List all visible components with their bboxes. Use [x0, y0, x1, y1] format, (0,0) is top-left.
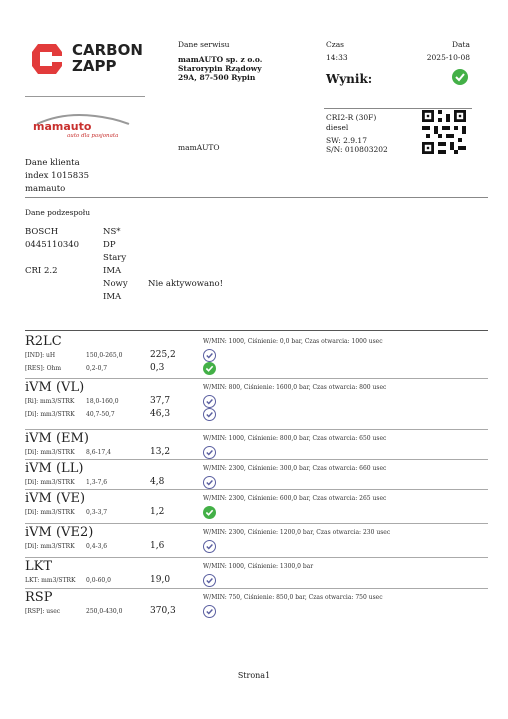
row-value: 1,6: [150, 541, 165, 551]
component-ima1: IMA: [103, 266, 122, 276]
not-activated-text: Nie aktywowano!: [148, 279, 224, 289]
outline-check-icon: [203, 395, 216, 408]
row-value: 225,2: [150, 350, 176, 360]
mamauto-slogan: auto dla pasjonata: [67, 133, 119, 139]
row-label: [Di]: mm3/STRK: [25, 411, 75, 418]
device-fuel: diesel: [326, 123, 349, 132]
row-value: 37,7: [150, 396, 171, 406]
carbonzapp-logo-icon: [30, 42, 64, 76]
row-range: 250,0-430,0: [86, 608, 123, 615]
client-index: index 1015835: [25, 171, 90, 181]
green-check-icon: [203, 506, 216, 519]
row-value: 4,8: [150, 477, 165, 487]
row-label: [Di]: mm3/STRK: [25, 479, 75, 486]
outline-check-icon: [203, 349, 216, 362]
row-label: [IND]: uH: [25, 352, 56, 359]
outline-check-icon: [203, 446, 216, 459]
row-label: [RSP]: usec: [25, 608, 61, 615]
row-label: [Di]: mm3/STRK: [25, 509, 75, 516]
check-circle-icon: [452, 69, 468, 85]
client-label: Dane klienta: [25, 158, 80, 168]
client-divider: [25, 197, 488, 198]
row-value: 370,3: [150, 606, 176, 616]
row-label: [RES]: Ohm: [25, 365, 62, 372]
row-range: 1,3-7,6: [86, 479, 108, 486]
page-footer: Strona1: [237, 671, 271, 680]
test-params: W/MIN: 2300, Ciśnienie: 600,0 bar, Czas otwarcia: 265 usec: [203, 495, 387, 502]
test-title: iVM (VE): [25, 491, 86, 506]
row-range: 0,2-0,7: [86, 365, 108, 372]
outline-check-icon: [203, 574, 216, 587]
test-params: W/MIN: 800, Ciśnienie: 1600,0 bar, Czas otwarcia: 800 usec: [203, 384, 387, 391]
logo-divider: [25, 96, 145, 97]
time-value: 14:33: [326, 53, 348, 62]
row-value: 46,3: [150, 409, 171, 419]
device-sn: S/N: 010803202: [326, 145, 388, 154]
test-divider: [25, 489, 488, 490]
mamauto-logo-text: mamauto: [33, 120, 92, 133]
row-range: 0,3-3,7: [86, 509, 108, 516]
row-value: 0,3: [150, 363, 165, 373]
service-address1: Starorypin Rządowy: [178, 64, 262, 73]
result-divider: [324, 108, 472, 109]
component-dp: DP: [103, 240, 116, 250]
test-divider: [25, 459, 488, 460]
test-title: iVM (VE2): [25, 525, 94, 540]
row-range: 150,0-265,0: [86, 352, 123, 359]
row-label: [Di]: mm3/STRK: [25, 543, 75, 550]
component-part: 0445110340: [25, 240, 80, 250]
test-title: RSP: [25, 590, 53, 605]
row-range: 0,4-3,6: [86, 543, 108, 550]
test-divider: [25, 429, 488, 430]
test-params: W/MIN: 1000, Ciśnienie: 800,0 bar, Czas otwarcia: 650 usec: [203, 435, 387, 442]
test-divider: [25, 378, 488, 379]
component-label: Dane podzespołu: [25, 208, 91, 217]
outline-check-icon: [203, 540, 216, 553]
row-range: 0,0-60,0: [86, 577, 111, 584]
client-name: mamauto: [25, 184, 66, 194]
test-divider: [25, 588, 488, 589]
component-brand: BOSCH: [25, 227, 59, 237]
test-params: W/MIN: 1000, Ciśnienie: 0,0 bar, Czas otwarcia: 1000 usec: [203, 338, 383, 345]
logo-line2: ZAPP: [72, 57, 117, 75]
service-name: mamAUTO sp. z o.o.: [178, 55, 263, 64]
component-type: CRI 2.2: [25, 266, 58, 276]
test-params: W/MIN: 2300, Ciśnienie: 300,0 bar, Czas otwarcia: 660 usec: [203, 465, 387, 472]
logo-line1: CARBON: [72, 41, 143, 59]
green-check-icon: [203, 362, 216, 375]
component-stary: Stary: [103, 253, 127, 263]
device-model: CRI2-R (30F): [326, 113, 377, 122]
component-ima2: IMA: [103, 292, 122, 302]
date-value: 2025-10-08: [426, 53, 470, 62]
test-divider: [25, 557, 488, 558]
row-range: 40,7-50,7: [86, 411, 115, 418]
test-title: iVM (EM): [25, 431, 89, 446]
device-sw: SW: 2.9.17: [326, 136, 367, 145]
outline-check-icon: [203, 605, 216, 618]
outline-check-icon: [203, 476, 216, 489]
row-label: [Di]: mm3/STRK: [25, 449, 75, 456]
test-title: R2LC: [25, 334, 62, 349]
test-params: W/MIN: 750, Ciśnienie: 850,0 bar, Czas otwarcia: 750 usec: [203, 594, 383, 601]
qr-code-icon: [422, 110, 466, 154]
outline-check-icon: [203, 408, 216, 421]
mamauto-logo: [33, 112, 133, 142]
test-title: LKT: [25, 559, 53, 574]
result-label: Wynik:: [326, 72, 373, 86]
time-label: Czas: [326, 40, 345, 49]
row-range: 8,6-17,4: [86, 449, 111, 456]
component-nowy: Nowy: [103, 279, 128, 289]
row-range: 18,0-160,0: [86, 398, 119, 405]
service-address2: 29A, 87-500 Rypin: [178, 73, 256, 82]
test-divider: [25, 523, 488, 524]
row-value: 1,2: [150, 507, 165, 517]
row-value: 13,2: [150, 447, 171, 457]
test-title: iVM (VL): [25, 380, 85, 395]
service-code: mamAUTO: [178, 143, 220, 152]
row-label: [Ri]: mm3/STRK: [25, 398, 75, 405]
service-label: Dane serwisu: [178, 40, 230, 49]
test-params: W/MIN: 2300, Ciśnienie: 1200,0 bar, Czas otwarcia: 230 usec: [203, 529, 391, 536]
tests-top-divider: [25, 330, 488, 331]
date-label: Data: [452, 40, 470, 49]
row-label: LKT: mm3/STRK: [25, 577, 76, 584]
carbonzapp-logo: [30, 40, 143, 80]
component-ns: NS*: [103, 227, 121, 237]
test-title: iVM (LL): [25, 461, 84, 476]
row-value: 19,0: [150, 575, 171, 585]
test-params: W/MIN: 1000, Ciśnienie: 1300,0 bar: [203, 563, 314, 570]
